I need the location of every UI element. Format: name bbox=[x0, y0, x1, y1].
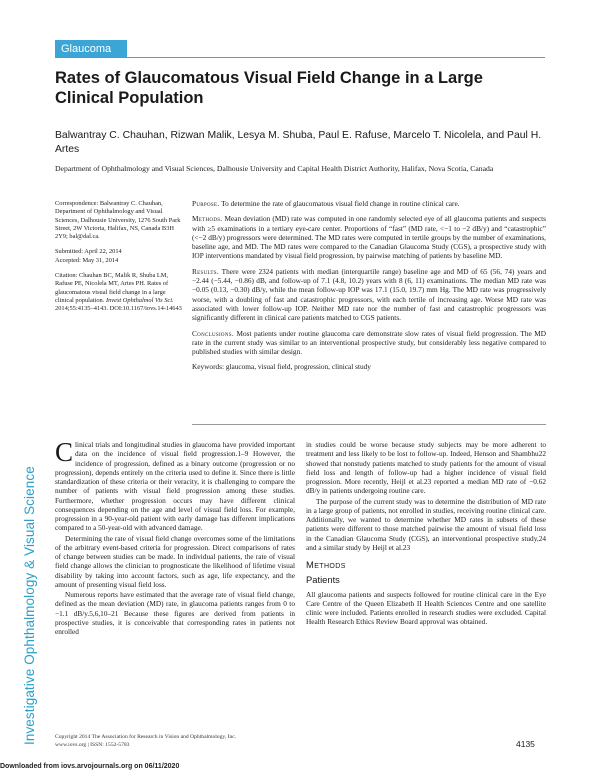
page-footer bbox=[55, 734, 355, 749]
citation-journal: Invest Ophthalmol Vis Sci. bbox=[105, 296, 174, 304]
methods-text: Mean deviation (MD) rate was computed in one randomly selected eye of all glaucoma patients and suspects with ≥5 examinations in a tertiary eye-care center. Proportions of “fast” (MD rate, <−1 to −2 dB/y) and “catastrophic” (<−2 dB/y) progressors were determined. The MD rates were computed in tertile groups by the number of examinations, baseline age, and MD. The MD rates were compared to the Canadian Glaucoma Study (CGS), a prospective study with IOP interventions mandated by visual field progression, by pairwise matching of patients by baseline MD. bbox=[192, 214, 546, 261]
author-list: Balwantray C. Chauhan, Rizwan Malik, Lesya M. Shuba, Paul E. Rafuse, Marcelo T. Nicolela, and Paul H. Artes bbox=[55, 130, 542, 155]
body-column-right bbox=[306, 440, 546, 628]
journal-side-title: Investigative Ophthalmology & Visual Science bbox=[22, 466, 37, 745]
section-tab: Glaucoma bbox=[55, 40, 127, 58]
purpose-text: To determine the rate of glaucomatous visual field change in routine clinical care. bbox=[221, 199, 460, 208]
citation-doi: 2014;55:4135–4143. DOI:10.1167/iovs.14-14643 bbox=[55, 305, 182, 313]
conclusions-label: Conclusions. bbox=[192, 328, 234, 338]
section-rule bbox=[55, 57, 545, 58]
abstract-results bbox=[192, 267, 546, 323]
abstract-methods bbox=[192, 214, 546, 260]
body-paragraph: The purpose of the current study was to determine the distribution of MD rate in a large group of patients, not enrolled in studies, receiving routine clinical care. Additionally, we wanted to determine whether MD rates in subsets of these patients were different to those matched pairwise the amount of visual field loss in the Canadian Glaucoma Study (CGS), an interventional prospective study,24 and a similar study by Heijl et al.23 bbox=[306, 496, 546, 552]
left-margin bbox=[0, 0, 12, 776]
body-column-left bbox=[55, 437, 295, 637]
body-paragraph: in studies could be worse because study subjects may be more adherent to treatment and less likely to be lost to follow-up. Indeed, Henson and Shambhu22 showed that nonstudy patients matched to study patients for the amount of visual field loss and length of follow-up had a higher incidence of visual field progression. More recently, Heijl et al.23 reported a median MD rate of −0.62 dB/y in patients undergoing routine care. bbox=[306, 440, 546, 496]
body-text: linical trials and longitudinal studies in glaucoma have provided important data on the incidence of visual field progression.1–9 However, the incidence of progression, defined as a binary outcome (progression or no progression), depends entirely on the criteria used to define it. Since there is little standardization of these criteria or their veracity, it is challenging to compare the number of patients with visual field progression among these studies. Furthermore, whether progression occurs may have different clinical consequences depending on the age and level of visual field loss. For example, progression in a 90-year-old patient with early damage has different implications compared to a 50-year-old with advanced damage. bbox=[55, 440, 295, 533]
body-paragraph: Numerous reports have estimated that the average rate of visual field change, defined as the mean deviation (MD) rate, in glaucoma patients ranges from 0 to −1.1 dB/y.5,6,10–21 Because these figures are derived from patients in prospective studies, it is conceivable that corresponding rates in patients not enrolled bbox=[55, 590, 295, 636]
copyright: Copyright 2014 The Association for Research in Vision and Ophthalmology, Inc. bbox=[55, 734, 237, 740]
page-number: 4135 bbox=[516, 739, 535, 749]
download-notice: Downloaded from iovs.arvojournals.org on 06/11/2020 bbox=[0, 763, 180, 770]
abstract-conclusions bbox=[192, 329, 546, 357]
submitted-date: Submitted: April 22, 2014 bbox=[55, 248, 122, 256]
abstract bbox=[192, 199, 546, 378]
keywords: Keywords: glaucoma, visual field, progression, clinical study bbox=[192, 362, 371, 372]
abstract-purpose bbox=[192, 199, 546, 208]
accepted-date: Accepted: May 31, 2014 bbox=[55, 256, 119, 264]
subsection-heading: Patients bbox=[306, 574, 340, 586]
purpose-label: Purpose. bbox=[192, 199, 220, 208]
conclusions-text: Most patients under routine glaucoma care demonstrate slow rates of visual field progression. The MD rate in the current study was similar to an interventional prospective study, but considerably less negative compared to published studies with similar design. bbox=[192, 328, 546, 357]
abstract-rule bbox=[192, 424, 546, 425]
methods-label: Methods. bbox=[192, 214, 223, 224]
body-paragraph bbox=[55, 437, 295, 533]
section-heading: Methods bbox=[306, 559, 346, 570]
journal-url: www.iovs.org | ISSN: 1552-5783 bbox=[55, 741, 130, 748]
citation bbox=[55, 272, 185, 313]
body-paragraph: All glaucoma patients and suspects followed for routine clinical care in the Eye Care Centre of the Queen Elizabeth II Health Sciences Centre and one satellite clinic were included. Patients enrolled in research studies were excluded. Capital Health Research Ethics Review Board approval was obtained. bbox=[306, 589, 546, 627]
body-paragraph: Determining the rate of visual field change overcomes some of the limitations of the arbitrary event-based criteria for progression. Direct comparisons of rates of change between studies can be made. In individual patients, the rate of visual field change allows the clinician to prognosticate the likelihood of lifetime visual disability by taking into account factors, such as age, life expectancy, and the amount of presenting visual field loss. bbox=[55, 533, 295, 589]
results-label: Results. bbox=[192, 266, 219, 276]
article-title: Rates of Glaucomatous Visual Field Change in a Large Clinical Population bbox=[55, 69, 483, 107]
citation-text: Citation: Chauhan BC, Malik R, Shuba LM, Rafuse PE, Nicolela MT, Artes PH. Rates of glaucomatous visual field change in a large clinical population. bbox=[55, 272, 169, 304]
results-text: There were 2324 patients with median (interquartile range) baseline age and MD of 65 (56, 74) years and −2.44 (−5.44, −0.86) dB, and follow-up of 7.1 (4.8, 10.2) years with 8 (6, 11) examinations. The median MD rate was −0.05 (0.13, −0.30) dB/y, while the mean follow-up IOP was 17.1 (15.0, 19.7) mm Hg. The MD rate was progressively worse, with a doubling of fast and catastrophic progressors, with each tertile of increasing age. Worse MD rate was associated with lower follow-up IOP. Neither MD rate nor the number of fast and catastrophic progressors was significantly different in clinical care patients matched to CGS patients. bbox=[192, 266, 546, 323]
affiliation: Department of Ophthalmology and Visual Sciences, Dalhousie University and Capital Health District Authority, Halifax, Nova Scotia, Canada bbox=[55, 164, 494, 173]
dates bbox=[55, 248, 185, 265]
correspondence: Correspondence: Balwantray C. Chauhan, Department of Ophthalmology and Visual Sciences, Dalhousie University, 1276 South Park Street, 2W Victoria, Halifax, NS, Canada B3H 2Y9; bal@dal.ca. bbox=[55, 200, 181, 241]
article-sidebar bbox=[55, 200, 185, 321]
drop-cap: C bbox=[55, 437, 74, 467]
